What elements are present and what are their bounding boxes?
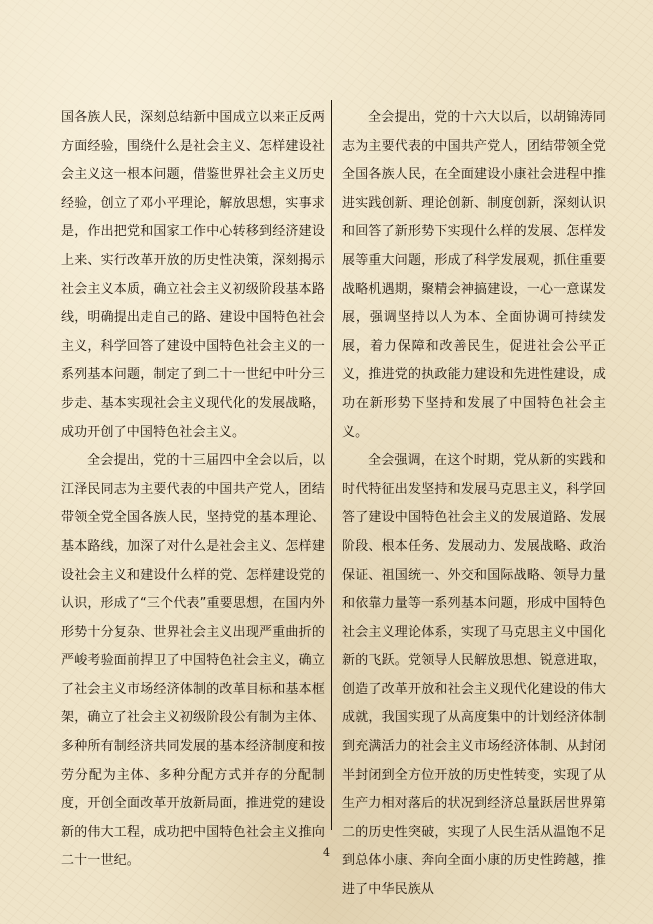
right-paragraph-1: 全会提出，党的十六大以后，以胡锦涛同志为主要代表的中国共产党人，团结带领全党全国各族人民，在全面建设小康社会进程中推进实践创新、理论创新、制度创新，深刻认识和回答了新形势下实现什么样的发展、怎样发展等重大问题，形成了科学发展观，抓住重要战略机遇期，聚精会神搞建设，一心一意谋发展，强调坚持以人为本、全面协调可持续发展，着力保障和改善民生，促进社会公平正义，推进党的执政能力建设和先进性建设，成功在新形势下坚持和发展了中国特色社会主义。 [342,110,606,440]
column-divider [331,100,332,830]
left-paragraph-1: 国各族人民，深刻总结新中国成立以来正反两方面经验，围绕什么是社会主义、怎样建设社会主义这一根本问题，借鉴世界社会主义历史经验，创立了邓小平理论，解放思想，实事求是，作出把党和国家工作中心转移到经济建设上来、实行改革开放的历史性决策，深刻揭示社会主义本质，确立社会主义初级阶段基本路线，明确提出走自己的路、建设中国特色社会主义，科学回答了建设中国特色社会主义的一系列基本问题，制定了到二十一世纪中叶分三步走、基本实现社会主义现代化的发展战略，成功开创了中国特色社会主义。 [61,110,325,440]
left-column [61,104,325,876]
left-paragraph-2: 全会提出，党的十三届四中全会以后，以江泽民同志为主要代表的中国共产党人，团结带领全党全国各族人民，坚持党的基本理论、基本路线，加深了对什么是社会主义、怎样建设社会主义和建设什么样的党、怎样建设党的认识，形成了“三个代表”重要思想，在国内外形势十分复杂、世界社会主义出现严重曲折的严峻考验面前捍卫了中国特色社会主义，确立了社会主义市场经济体制的改革目标和基本框架，确立了社会主义初级阶段公有制为主体、多种所有制经济共同发展的基本经济制度和按劳分配为主体、多种分配方式并存的分配制度，开创全面改革开放新局面，推进党的建设新的伟大工程，成功把中国特色社会主义推向二十一世纪。 [61,453,325,869]
page-number: 4 [323,846,330,859]
right-paragraph-2: 全会强调，在这个时期，党从新的实践和时代特征出发坚持和发展马克思主义，科学回答了建设中国特色社会主义的发展道路、发展阶段、根本任务、发展动力、发展战略、政治保证、祖国统一、外交和国际战略、领导力量和依靠力量等一系列基本问题，形成中国特色社会主义理论体系，实现了马克思主义中国化新的飞跃。党领导人民解放思想、锐意进取，创造了改革开放和社会主义现代化建设的伟大成就，我国实现了从高度集中的计划经济体制到充满活力的社会主义市场经济体制、从封闭半封闭到全方位开放的历史性转变，实现了从生产力相对落后的状况到经济总量跃居世界第二的历史性突破，实现了人民生活从温饱不足到总体小康、奔向全面小康的历史性跨越，推进了中华民族从 [342,453,606,898]
right-column [342,104,606,905]
